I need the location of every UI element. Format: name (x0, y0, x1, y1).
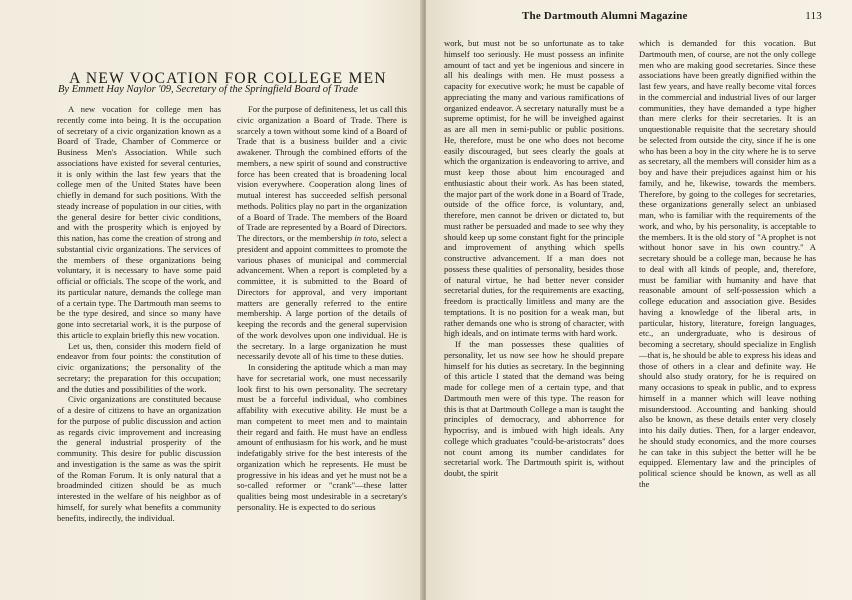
text-run: , select a president and appoint committees to promote the various phases of municipal and commercial advancement. When a report is completed by a committee, it is submitted to the Board of Directors for approval, and very important matters are generally referred to the entire membership. A large portion of the details of keeping the records and the general supervision of the work devolves upon one individual. He is the secretary. In a large organization he must necessarily devote all of his time to these duties. (237, 233, 407, 362)
paragraph: Civic organizations are constituted because of a desire of citizens to have an organization for the purpose of public discussion and action as regards civic improvement and increasing the general industrial prosperity of the community. This desire for public discussion and investigation is the same as was the spirit of the Roman Forum. It is only natural that a broadminded citizen should be as much interested in the welfare of his neighbor as of himself, for surely what benefits a community benefits, indirectly, the individual. (57, 394, 221, 523)
paragraph (237, 104, 407, 362)
right-page (426, 0, 852, 600)
right-column-2 (639, 38, 816, 490)
page-number: 113 (805, 10, 822, 22)
paragraph: work, but must not be so unfortunate as to take himself too seriously. He must possess an infinite amount of tact and yet be ingenious and sincere in all his dealings with men. He must possess a capacity for executive work; he must be capable of appreciating the many and various ramifications of organized endeavor. A secretary naturally must be a supreme optimist, for he will be inveighed against as are all men in semi-public or public positions. He, therefore, must be one who does not become easily discouraged, but sees clearly the goals at which the organization is endeavoring to arrive, and must keep those about him encouraged and enthusiastic about their work. As has been stated, the major part of the work done in a Board of Trade, outside of the office force, is voluntary, and, therefore, men cannot be driven or dictated to, but must rather be persuaded and made to see why they should keep up some constant fight for the principle and improvement of anything which spells constructive advancement. If a man does not possess these qualities of personality, besides those of natural virtue, he had better never consider secretarial duties, for the requirements are exacting, freedom is practically limitless and many are the temptations. It is no position for a weak man, but rather demands one who is strong of character, with high ideals, and on intimate terms with hard work. (444, 38, 624, 339)
left-column-2 (237, 104, 407, 513)
paragraph: Let us, then, consider this modern field of endeavor from four points: the constitution of civic organizations; the personality of the secretary; the preparation for this occupation; and the duties and possibilities of the work. (57, 340, 221, 394)
italic-phrase: in toto (354, 233, 377, 243)
right-column-1 (444, 38, 624, 479)
left-page (0, 0, 423, 600)
article-byline: By Emmett Hay Naylor '09, Secretary of the Springfield Board of Trade (58, 84, 359, 95)
left-column-1 (57, 104, 221, 523)
paragraph: which is demanded for this vocation. But Dartmouth men, of course, are not the only college men who are making good secretaries. Since these associations have been greatly dignified within the last few years, and have really become vital forces in the commercial and industrial lives of our larger communities, they have demanded a type higher than mere clerks for their secretaries. It is an unquestionable requisite that the secretary should be selected from outside the city, since if he is one who has been a boy in the city where he is to serve as secretary, all the members will consider him as a boy and have their prejudices against him or his family, and he, likewise, towards the members. Therefore, by going to the colleges for secretaries, these organizations generally select an unbiased man, who is familiar with the requirements of the work, and who, by his personality, is acceptable to the members. It is the old story of "A prophet is not without honor save in his own country." A secretary should be a college man, because he has to deal with all kinds of people, and, therefore, must be familiar with humanity and have that reasonable amount of self-possession which a college education and association give. Besides having a knowledge of the liberal arts, in particular, history, literature, foreign languages, etc., an undergraduate, who is desirous of becoming a secretary, should specialize in English—that is, he should be able to express his ideas and those of others in a clear and definite way. He should also study oratory, for he is required on many occasions to speak in public, and to express himself in a manner which will leave nothing misunderstood. Accounting and banking should also be known, as these details enter very closely into his daily duties. Then, for a larger endeavor, he should study economics, and the more courses he can take in this subject the better will he be equipped. Elementary law and the principles of political science should be known, as well as all the (639, 38, 816, 489)
article-title: A NEW VOCATION FOR COLLEGE MEN (69, 70, 387, 87)
paragraph: In considering the aptitude which a man may have for secretarial work, one must necessarily look first to his own personality. The secretary must be a forceful individual, who combines affability with executive ability. He must be a man competent to meet men and to maintain their regard and faith. He must have an endless amount of enthusiasm for his work, and he must indefatigably strive for the best interests of the organization which he represents. He must be progressive in his ideas and yet he must not be a so-called reformer or "crank"—these latter qualities being most undesirable in a secretary's personality. He is expected to do serious (237, 362, 407, 512)
paragraph: A new vocation for college men has recently come into being. It is the occupation of secretary of a civic organization known as a Board of Trade, Chamber of Commerce or Business Men's Association. While such associations have existed for several centuries, it is only within the last few years that the college men of the United States have been chiefly in demand for such positions. With the steady increase of population in our cities, with the general desire for better civic conditions, and with the prosperity which is enjoyed by this nation, has come the creation of strong and substantial civic organizations. The services of the members of these organizations being voluntary, it is necessary to have some paid official or officials. The scope of the work, and its particular nature, demands the college man of a certain type. The Dartmouth man seems to be the type desired, and since so many have gone into secretarial work, it is the purpose of this article to explain briefly this new vocation. (57, 104, 221, 340)
paragraph: If the man possesses these qualities of personality, let us now see how he should prepare himself for his duties as secretary. In the beginning of this article I stated that the demand was being made for college men of a certain type, and that Dartmouth men were of this type. The reason for this is that at Dartmouth College a man is taught the principles of democracy, and abhorrence for hypocrisy, and is imbued with high ideals. Any college which graduates "could-be-aristocrats" does not count among its number candidates for secretarial work. The Dartmouth spirit is, without doubt, the spirit (444, 339, 624, 478)
text-run: For the purpose of definiteness, let us call this civic organization a Board of Trade. There is scarcely a town without some kind of a Board of Trade that is a business builder and a civic awakener. Through the combined efforts of the members, a new spirit of sound and constructive force has been created that is broadening local vision everywhere. Cooperation along lines of mutual interest has succeeded selfish personal methods. Politics play no part in the organization of a Board of Trade. The members of the Board of Trade are represented by a Board of Directors. The directors, or the membership (237, 104, 407, 243)
magazine-name: The Dartmouth Alumni Magazine (522, 10, 688, 22)
